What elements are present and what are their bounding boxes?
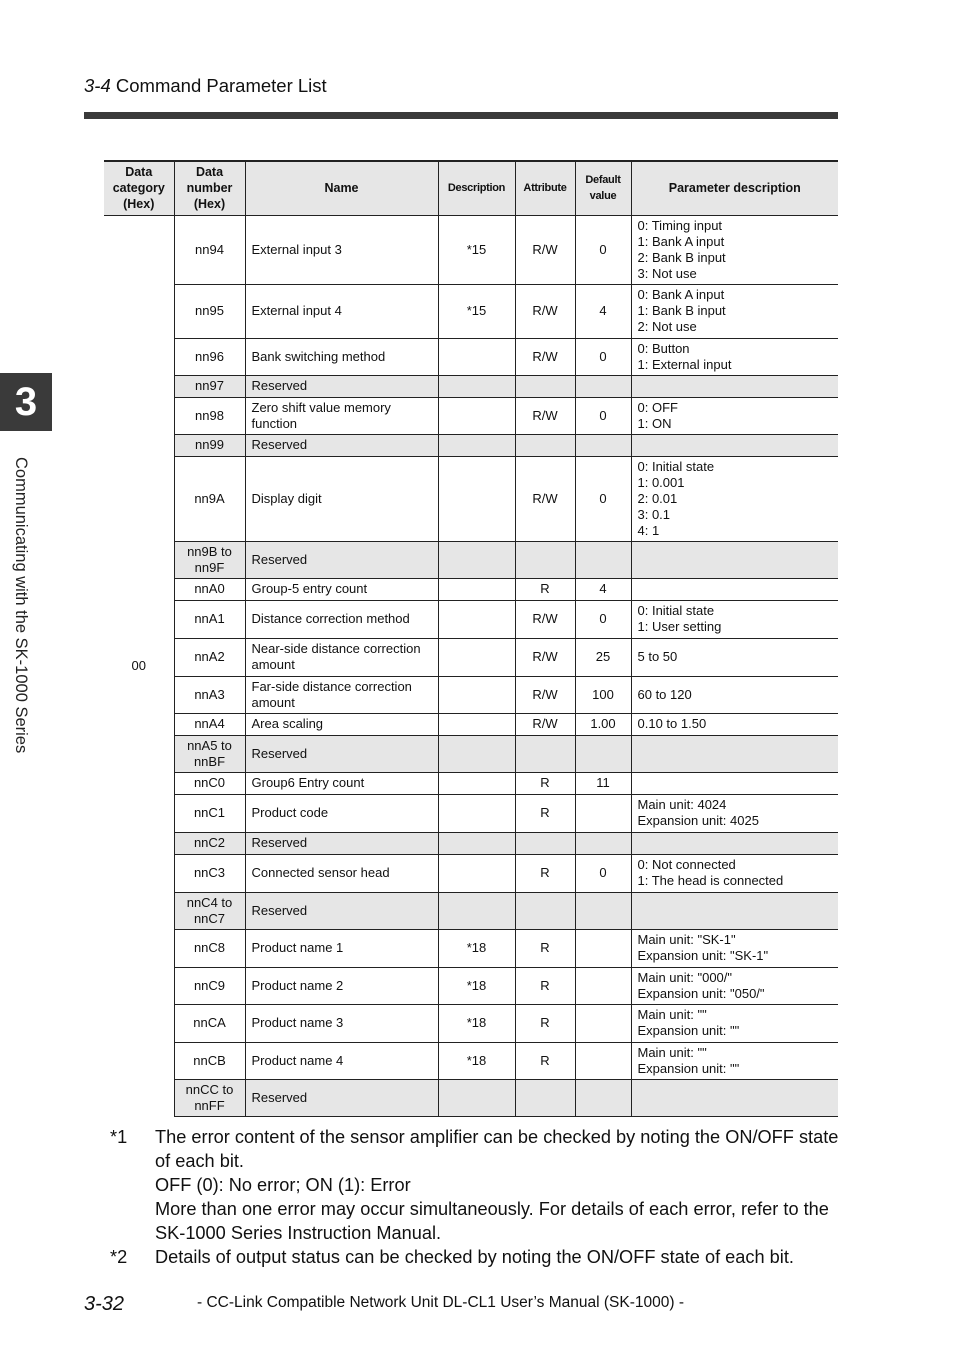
attribute-cell: R (515, 854, 575, 892)
parameter-description-cell (631, 794, 838, 832)
default-value-cell (575, 434, 631, 456)
parameter-line: Expansion unit: "" (637, 1060, 740, 1076)
data-number-cell: nnCC to nnFF (174, 1079, 245, 1116)
default-value-cell: 0 (575, 456, 631, 541)
col-header-category: Data category (Hex) (104, 161, 174, 215)
parameter-line: Main unit: "SK-1" (637, 932, 736, 947)
data-number-cell: nnC8 (174, 929, 245, 967)
parameter-line: 1: The head is connected (637, 873, 784, 888)
parameter-description-cell (631, 638, 838, 676)
table-row (104, 967, 838, 1004)
table-row (104, 713, 838, 735)
parameter-line: 2: 0.01 (637, 490, 678, 506)
parameter-description-cell (631, 772, 838, 794)
parameter-line: 0: Initial state (637, 458, 715, 474)
parameter-line: Expansion unit: "050/" (637, 985, 765, 1001)
description-cell (438, 772, 515, 794)
attribute-cell: R/W (515, 284, 575, 338)
name-cell: Product name 4 (245, 1042, 438, 1079)
default-value-cell: 0 (575, 338, 631, 375)
chapter-tab: 3 (0, 373, 52, 431)
data-number-cell: nnC1 (174, 794, 245, 832)
description-cell (438, 892, 515, 929)
parameter-line: Expansion unit: 4025 (637, 813, 759, 828)
section-number: 3-4 (84, 75, 111, 96)
table-row (104, 284, 838, 338)
footnote-body (155, 1245, 840, 1269)
footnotes (110, 1125, 840, 1269)
section-title (84, 75, 327, 97)
name-cell: Reserved (245, 1079, 438, 1116)
default-value-cell (575, 1079, 631, 1116)
name-cell: External input 4 (245, 284, 438, 338)
manual-title: - CC-Link Compatible Network Unit DL-CL1 User’s Manual (SK-1000) - (197, 1294, 684, 1311)
description-cell (438, 397, 515, 434)
table-row (104, 772, 838, 794)
table-row (104, 456, 838, 541)
table-header-row (104, 161, 838, 215)
attribute-cell (515, 735, 575, 772)
description-cell (438, 735, 515, 772)
footnote (110, 1245, 840, 1269)
attribute-cell (515, 375, 575, 397)
parameter-description-cell (631, 1004, 838, 1042)
default-value-cell: 0 (575, 854, 631, 892)
parameter-line: 0: OFF (637, 399, 678, 415)
table-row (104, 832, 838, 854)
data-number-cell: nn94 (174, 215, 245, 284)
parameter-line: Main unit: 4024 (637, 797, 727, 812)
description-cell (438, 434, 515, 456)
parameter-line: Expansion unit: "SK-1" (637, 948, 769, 963)
name-cell: Display digit (245, 456, 438, 541)
data-number-cell: nn98 (174, 397, 245, 434)
header-rule (84, 112, 838, 119)
footnote-body (155, 1125, 840, 1245)
table-row (104, 892, 838, 929)
parameter-line: 1: ON (637, 415, 672, 431)
description-cell (438, 375, 515, 397)
data-number-cell: nn9B to nn9F (174, 541, 245, 578)
parameter-line: Main unit: "" (637, 1007, 707, 1022)
col-header-description: Description (438, 161, 515, 215)
attribute-cell: R (515, 1042, 575, 1079)
attribute-cell (515, 832, 575, 854)
attribute-cell: R/W (515, 456, 575, 541)
data-number-cell: nnC9 (174, 967, 245, 1004)
attribute-cell: R (515, 794, 575, 832)
default-value-cell: 100 (575, 676, 631, 713)
description-cell: *18 (438, 1004, 515, 1042)
name-cell: Reserved (245, 434, 438, 456)
footnote-line: More than one error may occur simultaneously. For details of each error, refer to the SK-1000 Series Instruction Manual. (155, 1199, 829, 1243)
attribute-cell: R/W (515, 397, 575, 434)
table-row (104, 854, 838, 892)
table-row (104, 794, 838, 832)
description-cell (438, 854, 515, 892)
default-value-cell (575, 375, 631, 397)
name-cell: Group-5 entry count (245, 578, 438, 600)
parameter-description-cell (631, 397, 838, 434)
data-number-cell: nn96 (174, 338, 245, 375)
parameter-line: 1: 0.001 (637, 474, 685, 490)
attribute-cell: R/W (515, 600, 575, 638)
description-cell: *18 (438, 967, 515, 1004)
attribute-cell: R/W (515, 638, 575, 676)
parameter-description-cell (631, 541, 838, 578)
attribute-cell: R (515, 1004, 575, 1042)
table-row (104, 541, 838, 578)
name-cell: Reserved (245, 541, 438, 578)
footnote-mark: *1 (110, 1127, 128, 1147)
parameter-description-cell (631, 832, 838, 854)
attribute-cell: R (515, 772, 575, 794)
data-number-cell: nn97 (174, 375, 245, 397)
parameter-description-cell (631, 892, 838, 929)
footnote-line: OFF (0): No error; ON (1): Error (155, 1175, 411, 1195)
table-row (104, 600, 838, 638)
table-row (104, 1079, 838, 1116)
table-row (104, 638, 838, 676)
name-cell: Reserved (245, 735, 438, 772)
attribute-cell (515, 1079, 575, 1116)
parameter-line: 2: Not use (637, 319, 697, 334)
data-number-cell: nnA1 (174, 600, 245, 638)
attribute-cell: R/W (515, 215, 575, 284)
default-value-cell: 11 (575, 772, 631, 794)
name-cell: Reserved (245, 375, 438, 397)
data-number-cell: nnA5 to nnBF (174, 735, 245, 772)
col-header-name: Name (245, 161, 438, 215)
name-cell: Product name 3 (245, 1004, 438, 1042)
description-cell (438, 456, 515, 541)
parameter-line: Main unit: "" (637, 1044, 707, 1060)
data-category-cell: 00 (104, 215, 174, 1116)
section-title-text: Command Parameter List (115, 75, 327, 96)
name-cell: Distance correction method (245, 600, 438, 638)
description-cell (438, 794, 515, 832)
default-value-cell: 4 (575, 284, 631, 338)
name-cell: Area scaling (245, 713, 438, 735)
name-cell: Reserved (245, 832, 438, 854)
description-cell (438, 638, 515, 676)
col-header-number: Data number (Hex) (174, 161, 245, 215)
parameter-description-cell (631, 375, 838, 397)
col-header-default: Default value (575, 161, 631, 215)
command-parameter-table (104, 160, 838, 1117)
parameter-line: 1: User setting (637, 619, 722, 634)
footnote (110, 1125, 840, 1245)
name-cell: Connected sensor head (245, 854, 438, 892)
description-cell: *18 (438, 929, 515, 967)
table-row (104, 375, 838, 397)
description-cell (438, 676, 515, 713)
table-row (104, 338, 838, 375)
data-number-cell: nnA0 (174, 578, 245, 600)
parameter-line: 3: 0.1 (637, 506, 671, 522)
default-value-cell (575, 832, 631, 854)
parameter-line: 1: Bank A input (637, 233, 725, 249)
parameter-description-cell (631, 713, 838, 735)
data-number-cell: nn95 (174, 284, 245, 338)
parameter-description-cell (631, 338, 838, 375)
table-row (104, 929, 838, 967)
description-cell (438, 600, 515, 638)
parameter-line: 3: Not use (637, 265, 697, 281)
attribute-cell (515, 541, 575, 578)
col-header-attribute: Attribute (515, 161, 575, 215)
parameter-line: 0: Timing input (637, 217, 723, 233)
default-value-cell (575, 1042, 631, 1079)
parameter-description-cell (631, 1079, 838, 1116)
parameter-description-cell (631, 456, 838, 541)
default-value-cell (575, 794, 631, 832)
table-row (104, 735, 838, 772)
name-cell: Reserved (245, 892, 438, 929)
attribute-cell: R (515, 967, 575, 1004)
name-cell: Group6 Entry count (245, 772, 438, 794)
description-cell (438, 578, 515, 600)
default-value-cell: 1.00 (575, 713, 631, 735)
parameter-description-cell (631, 854, 838, 892)
table-row (104, 1004, 838, 1042)
parameter-line: 4: 1 (637, 522, 660, 538)
default-value-cell (575, 967, 631, 1004)
table-row (104, 215, 838, 284)
name-cell: Product code (245, 794, 438, 832)
attribute-cell: R/W (515, 713, 575, 735)
data-number-cell: nnCA (174, 1004, 245, 1042)
name-cell: Near-side distance correction amount (245, 638, 438, 676)
parameter-line: Main unit: "000/" (637, 969, 733, 985)
name-cell: Product name 1 (245, 929, 438, 967)
parameter-line: 0: Button (637, 340, 690, 356)
table-row (104, 578, 838, 600)
data-number-cell: nnC4 to nnC7 (174, 892, 245, 929)
parameter-line: 0: Initial state (637, 603, 715, 618)
default-value-cell: 0 (575, 600, 631, 638)
data-number-cell: nnC0 (174, 772, 245, 794)
attribute-cell: R/W (515, 338, 575, 375)
default-value-cell: 0 (575, 215, 631, 284)
page-number: 3-32 (84, 1293, 125, 1315)
data-number-cell: nn9A (174, 456, 245, 541)
description-cell: *15 (438, 215, 515, 284)
parameter-line: 60 to 120 (637, 686, 692, 702)
parameter-line: 1: Bank B input (637, 303, 726, 318)
parameter-line: 5 to 50 (637, 649, 678, 664)
footnote-line: Details of output status can be checked by noting the ON/OFF state of each bit. (155, 1247, 794, 1267)
description-cell: *18 (438, 1042, 515, 1079)
attribute-cell: R/W (515, 676, 575, 713)
data-number-cell: nnCB (174, 1042, 245, 1079)
default-value-cell: 25 (575, 638, 631, 676)
table-row (104, 1042, 838, 1079)
col-header-parameter: Parameter description (631, 161, 838, 215)
footnote-line: The error content of the sensor amplifier can be checked by noting the ON/OFF state of each bit. (155, 1127, 839, 1171)
name-cell: Bank switching method (245, 338, 438, 375)
parameter-description-cell (631, 1042, 838, 1079)
name-cell: Product name 2 (245, 967, 438, 1004)
parameter-line: 2: Bank B input (637, 249, 726, 265)
data-number-cell: nnC2 (174, 832, 245, 854)
name-cell: Far-side distance correction amount (245, 676, 438, 713)
default-value-cell (575, 735, 631, 772)
default-value-cell (575, 1004, 631, 1042)
data-number-cell: nnA4 (174, 713, 245, 735)
data-number-cell: nnC3 (174, 854, 245, 892)
parameter-description-cell (631, 578, 838, 600)
parameter-line: 0: Not connected (637, 857, 736, 872)
table-row (104, 434, 838, 456)
attribute-cell (515, 434, 575, 456)
description-cell (438, 713, 515, 735)
parameter-description-cell (631, 967, 838, 1004)
description-cell (438, 541, 515, 578)
default-value-cell (575, 929, 631, 967)
description-cell (438, 832, 515, 854)
attribute-cell: R (515, 578, 575, 600)
parameter-description-cell (631, 284, 838, 338)
parameter-description-cell (631, 735, 838, 772)
description-cell (438, 338, 515, 375)
footnote-mark: *2 (110, 1247, 128, 1267)
data-number-cell: nnA3 (174, 676, 245, 713)
table-row (104, 397, 838, 434)
data-number-cell: nnA2 (174, 638, 245, 676)
parameter-line: Expansion unit: "" (637, 1023, 740, 1038)
table-row (104, 676, 838, 713)
attribute-cell (515, 892, 575, 929)
data-number-cell: nn99 (174, 434, 245, 456)
name-cell: Zero shift value memory function (245, 397, 438, 434)
default-value-cell (575, 892, 631, 929)
name-cell: External input 3 (245, 215, 438, 284)
attribute-cell: R (515, 929, 575, 967)
chapter-side-title: Communicating with the SK-1000 Series (12, 457, 30, 754)
parameter-description-cell (631, 600, 838, 638)
description-cell: *15 (438, 284, 515, 338)
parameter-description-cell (631, 676, 838, 713)
parameter-description-cell (631, 929, 838, 967)
default-value-cell: 0 (575, 397, 631, 434)
description-cell (438, 1079, 515, 1116)
parameter-description-cell (631, 434, 838, 456)
parameter-description-cell (631, 215, 838, 284)
parameter-line: 0.10 to 1.50 (637, 716, 707, 731)
parameter-line: 1: External input (637, 356, 732, 372)
default-value-cell (575, 541, 631, 578)
default-value-cell: 4 (575, 578, 631, 600)
parameter-line: 0: Bank A input (637, 287, 725, 302)
